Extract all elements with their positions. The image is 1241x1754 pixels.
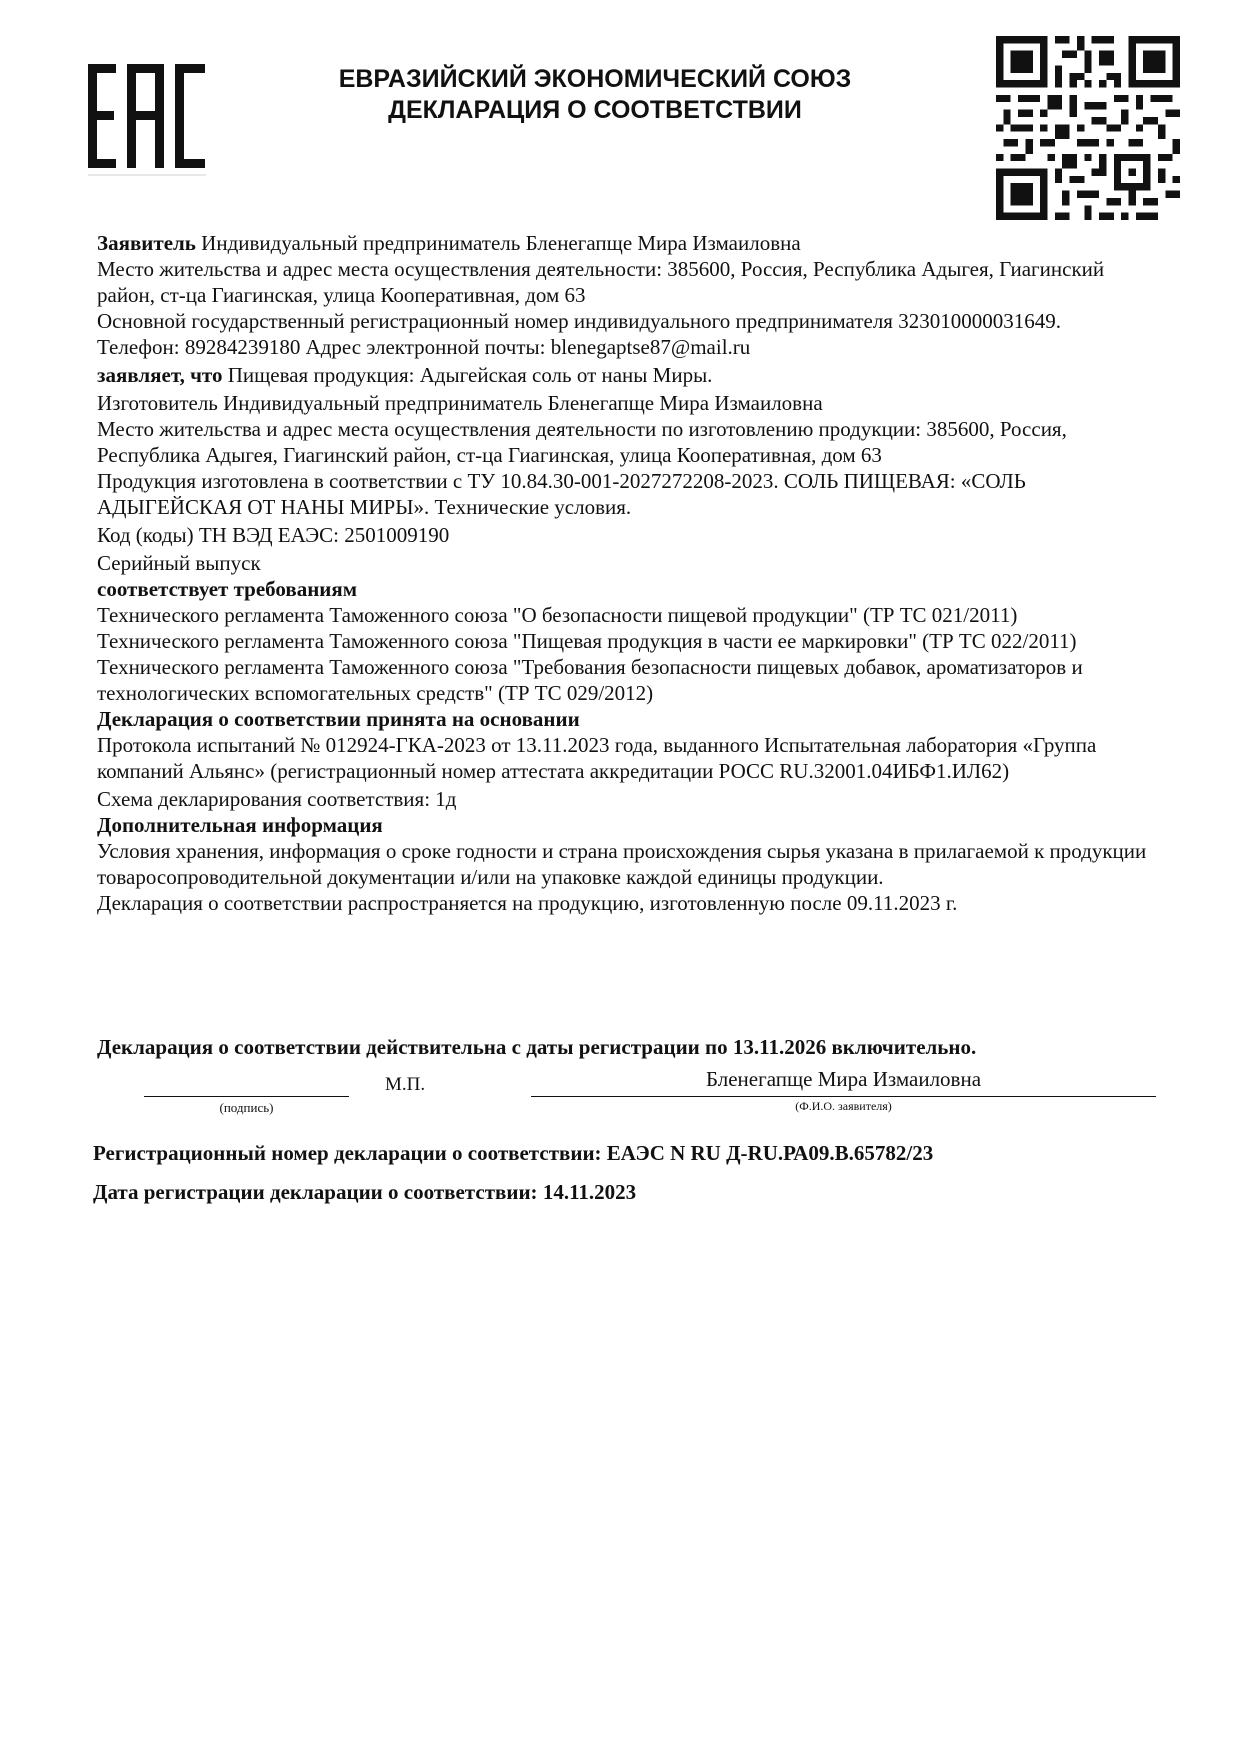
basis-heading: Декларация о соответствии принята на основании xyxy=(97,707,580,731)
declaration-scheme: Схема декларирования соответствия: 1д xyxy=(97,787,457,811)
conforms-heading: соответствует требованиям xyxy=(97,577,358,601)
registration-date-label: Дата регистрации декларации о соответствии: xyxy=(93,1180,538,1204)
declaration-body xyxy=(97,230,1157,916)
signature-line xyxy=(144,1096,349,1097)
header-line1: ЕВРАЗИЙСКИЙ ЭКОНОМИЧЕСКИЙ СОЮЗ xyxy=(338,65,852,93)
registration-number-value: ЕАЭС N RU Д-RU.РА09.В.65782/23 xyxy=(606,1141,934,1165)
declares-label: заявляет, что xyxy=(97,363,223,387)
product-standard: Продукция изготовлена в соответствии с ТУ 10.84.30-001-2027272208-2023. СОЛЬ ПИЩЕВАЯ: «СОЛЬ АДЫГЕЙСКАЯ ОТ НАНЫ МИРЫ». Технические условия. xyxy=(97,469,1026,519)
applicant-line xyxy=(97,230,1157,256)
regulation-item: Технического регламента Таможенного союза "О безопасности пищевой продукции" (ТР ТС 021/2011) xyxy=(97,603,1018,627)
validity-statement: Декларация о соответствии действительна с даты регистрации по 13.11.2026 включительно. xyxy=(97,1035,977,1059)
basis-value: Протокола испытаний № 012924-ГКА-2023 от 13.11.2023 года, выданного Испытательная лаборатория «Группа компаний Альянс» (регистрационный номер аттестата аккредитации РОСС RU.32001.04ИБФ1.ИЛ62) xyxy=(97,733,1097,783)
manufacturer-address: Место жительства и адрес места осуществления деятельности по изготовлению продукции: 385600, Россия, Республика Адыгея, Гиагинский район, ст-ца Гиагинская, улица Кооперативная, дом 63 xyxy=(97,417,1067,467)
additional-heading: Дополнительная информация xyxy=(97,813,383,837)
serial-release: Серийный выпуск xyxy=(97,551,261,575)
registration-date-value: 14.11.2023 xyxy=(542,1180,637,1204)
header-line2: ДЕКЛАРАЦИЯ О СООТВЕТСТВИИ xyxy=(388,96,802,124)
applicant-address: Место жительства и адрес места осуществления деятельности: 385600, Россия, Республика Адыгея, Гиагинский район, ст-ца Гиагинская, улица Кооперативная, дом 63 xyxy=(97,257,1105,307)
eac-mark-icon xyxy=(88,64,206,172)
eac-logo xyxy=(88,64,206,176)
regulation-item: Технического регламента Таможенного союза "Требования безопасности пищевых добавок, ароматизаторов и технологических вспомогательных средств" (ТР ТС 029/2012) xyxy=(97,655,1083,705)
declares-value: Пищевая продукция: Адыгейская соль от наны Миры. xyxy=(222,363,713,387)
additional-info: Условия хранения, информация о сроке годности и страна происхождения сырья указана в прилагаемой к продукции товаросопроводительной документации и/или на упаковке каждой единицы продукции. xyxy=(97,839,1147,889)
additional-info-date: Декларация о соответствии распространяется на продукцию, изготовленную после 09.11.2023 г. xyxy=(97,891,958,915)
registration-number-label: Регистрационный номер декларации о соответствии: xyxy=(93,1141,602,1165)
registration-date xyxy=(93,1180,1173,1205)
hs-code: Код (коды) ТН ВЭД ЕАЭС: 2501009190 xyxy=(97,523,450,547)
stamp-placeholder: М.П. xyxy=(385,1074,426,1095)
applicant-contacts: Телефон: 89284239180 Адрес электронной почты: blenegaptse87@mail.ru xyxy=(97,335,751,359)
signature-caption: (подпись) xyxy=(219,1100,274,1115)
registration-number xyxy=(93,1141,1173,1166)
applicant-value: Индивидуальный предприниматель Бленегапще Мира Измаиловна xyxy=(195,231,801,255)
applicant-ogrnip: Основной государственный регистрационный номер индивидуального предпринимателя 323010000031649. xyxy=(97,309,1061,333)
document-header xyxy=(230,64,960,126)
qr-code xyxy=(996,36,1180,220)
declares-line xyxy=(97,362,1157,388)
manufacturer-line: Изготовитель Индивидуальный предприниматель Бленегапще Мира Измаиловна xyxy=(97,391,823,415)
applicant-label: Заявитель xyxy=(97,231,196,255)
name-line xyxy=(531,1096,1156,1097)
applicant-name: Бленегапще Мира Измаиловна xyxy=(705,1067,982,1091)
regulation-item: Технического регламента Таможенного союза "Пищевая продукция в части ее маркировки" (ТР ТС 022/2011) xyxy=(97,629,1077,653)
name-caption: (Ф.И.О. заявителя) xyxy=(795,1099,892,1113)
